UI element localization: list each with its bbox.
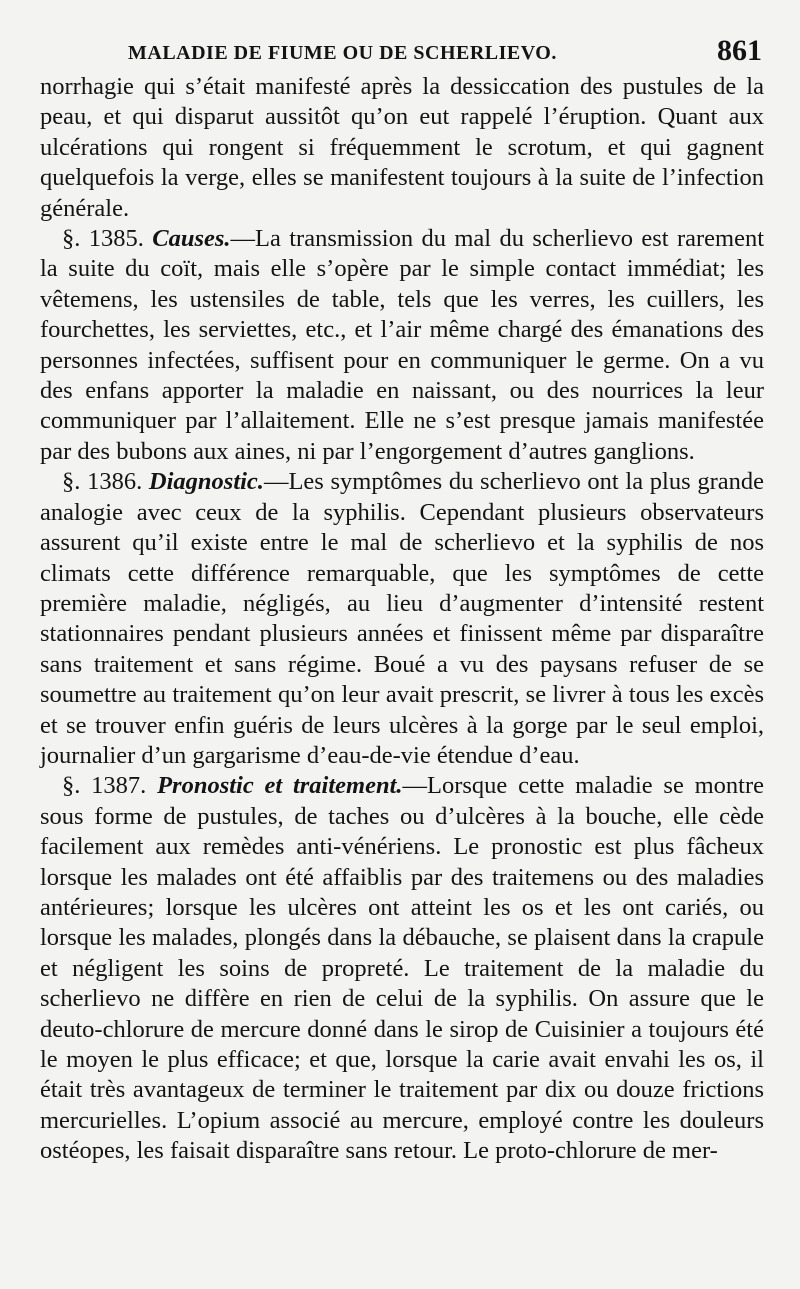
section-number: §. 1386. xyxy=(62,468,143,496)
section-title: Causes. xyxy=(152,225,231,253)
paragraph-text: —La transmission du mal du scherlievo est rarement la suite du coït, mais elle s’opère par le simple contact immédiat; les vêtemens, les ustensiles de table, tels que les verres, les cuillers, les fourchettes, les serviettes, etc., et l’air même chargé des émanations des personnes infectées, suffisent pour en communiquer le germe. On a vu des enfans apporter la maladie en naissant, ou des nourrices la leur communiquer par l’allaitement. Elle ne s’est presque jamais manifestée par des bubons aux aines, ni par l’engorgement d’autres ganglions. xyxy=(40,225,765,465)
page-number: 861 xyxy=(717,34,762,67)
section-number: §. 1385. xyxy=(62,225,144,253)
paragraph-text: norrhagie qui s’était manifesté après la dessiccation des pustules de la peau, et qui disparut aussitôt qu’on eut rappelé l’éruption. Quant aux ulcérations qui rongent si fréquemment le scrotum, et qui gagnent quelquefois la verge, elles se manifestent toujours à la suite de l’infection générale. xyxy=(40,73,764,222)
body-text xyxy=(40,72,764,1167)
paragraph-text: —Les symptômes du scherlievo ont la plus grande analogie avec ceux de la syphilis. Cependant plusieurs observateurs assurent qu’il existe entre le mal de scherlievo et la syphilis de nos climats cette différence remarquable, que les symptômes de cette première maladie, négligés, au lieu d’augmenter d’intensité restent stationnaires pendant plusieurs années et finissent même par disparaître sans traitement et sans régime. Boué a vu des paysans refuser de se soumettre au traitement qu’on leur avait prescrit, se livrer à tous les excès et se trouver enfin guéris de leurs ulcères à la gorge par le seul emploi, journalier d’un gargarisme d’eau-de-vie étendue d’eau. xyxy=(40,468,765,769)
paragraph-diagnostic xyxy=(40,467,764,771)
section-title: Pronostic et traitement. xyxy=(157,772,403,800)
paragraph-pronostic xyxy=(40,771,764,1166)
page-header xyxy=(40,34,762,74)
section-number: §. 1387. xyxy=(62,772,147,800)
paragraph-continuation xyxy=(40,72,764,224)
running-title: MALADIE DE FIUME OU DE SCHERLIEVO. xyxy=(128,42,557,64)
paragraph-causes xyxy=(40,224,764,467)
section-title: Diagnostic. xyxy=(148,468,264,496)
paragraph-text: —Lorsque cette maladie se montre sous forme de pustules, de taches ou d’ulcères à la bouche, elle cède facilement aux remèdes anti-vénériens. Le pronostic est plus fâcheux lorsque les malades ont été affaiblis par des traitemens ou des maladies antérieures; lorsque les ulcères ont atteint les os et les ont cariés, ou lorsque les malades, plongés dans la débauche, se plaisent dans la crapule et négligent les soins de propreté. Le traitement de la maladie du scherlievo ne diffère en rien de celui de la syphilis. On assure que le deuto-chlorure de mercure donné dans le sirop de Cuisinier a toujours été le moyen le plus efficace; et que, lorsque la carie avait envahi les os, il était très avantageux de terminer le traitement par dix ou douze frictions mercurielles. L’opium associé au mercure, employé contre les douleurs ostéopes, les faisait disparaître sans retour. Le proto-chlorure de mer- xyxy=(40,772,764,1165)
